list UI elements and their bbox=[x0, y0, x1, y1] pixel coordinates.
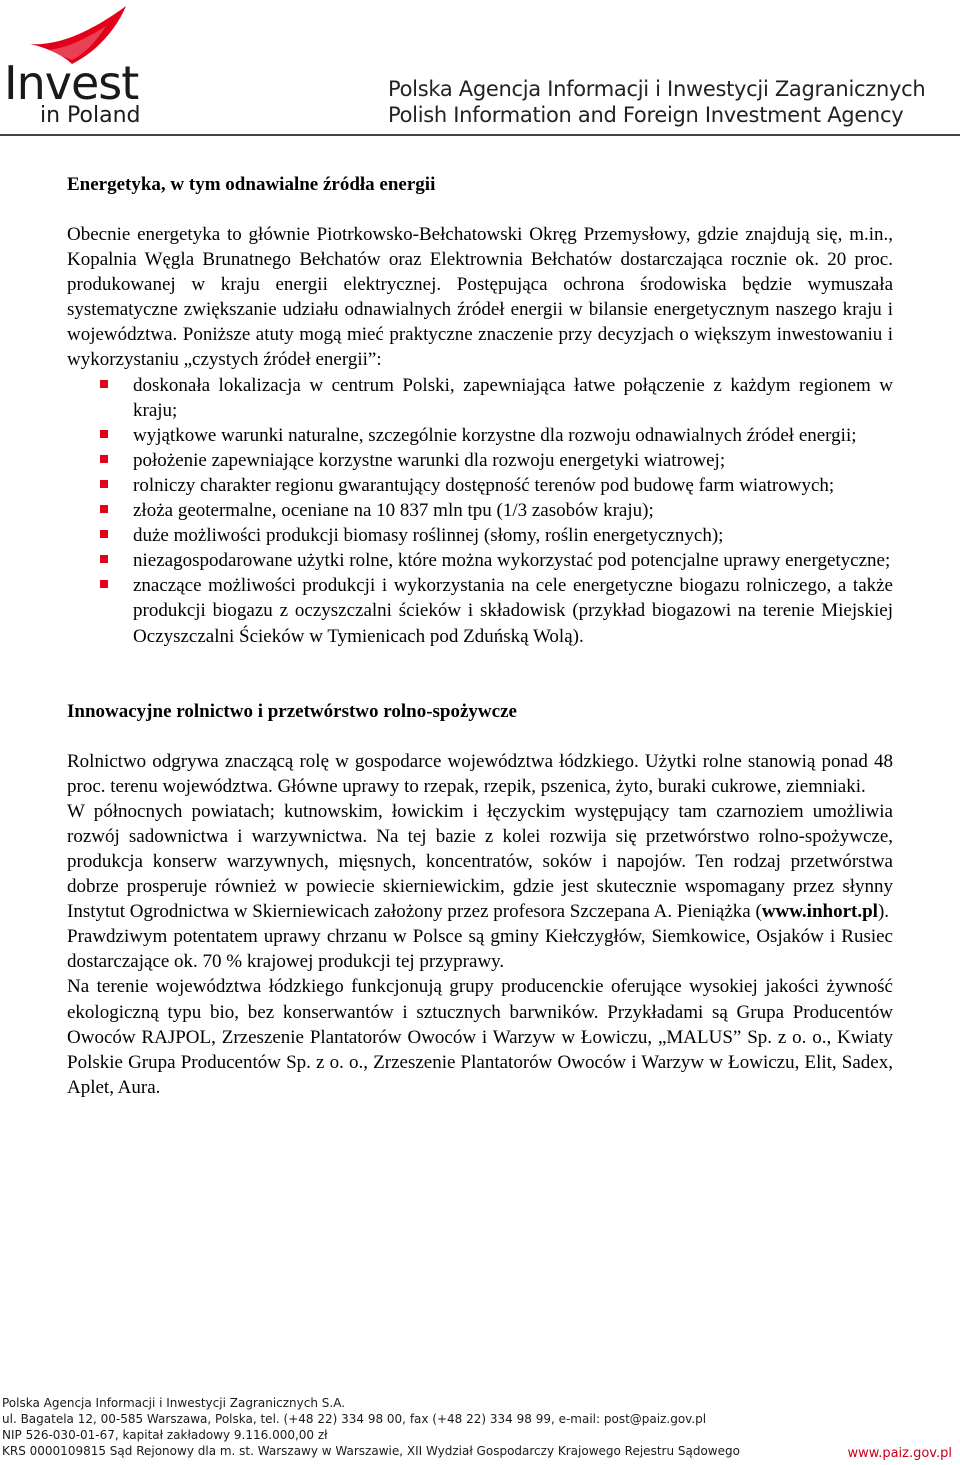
square-bullet-icon bbox=[100, 530, 108, 538]
header-divider bbox=[0, 134, 960, 136]
list-item: duże możliwości produkcji biomasy roślinnej (słomy, roślin energetycznych); bbox=[67, 523, 893, 548]
list-item: rolniczy charakter regionu gwarantujący dostępność terenów pod budowę farm wiatrowych; bbox=[67, 473, 893, 498]
square-bullet-icon bbox=[100, 505, 108, 513]
footer-tax-info: NIP 526-030-01-67, kapitał zakładowy 9.116.000,00 zł bbox=[2, 1428, 328, 1442]
page-header bbox=[0, 0, 960, 140]
list-item: wyjątkowe warunki naturalne, szczególnie korzystne dla rozwoju odnawialnych źródeł energii; bbox=[67, 423, 893, 448]
agency-name-pl: Polska Agencja Informacji i Inwestycji Zagranicznych bbox=[388, 77, 926, 101]
agency-name bbox=[388, 76, 925, 128]
logo-text-main: Invest bbox=[4, 56, 139, 110]
inhort-link[interactable]: www.inhort.pl bbox=[761, 901, 878, 923]
page-footer bbox=[0, 1395, 960, 1459]
list-item: niezagospodarowane użytki rolne, które można wykorzystać pod potencjalne uprawy energetyczne; bbox=[67, 548, 893, 573]
footer-website-link[interactable]: www.paiz.gov.pl bbox=[847, 1446, 952, 1461]
footer-company-name: Polska Agencja Informacji i Inwestycji Zagranicznych S.A. bbox=[2, 1396, 346, 1410]
square-bullet-icon bbox=[100, 380, 108, 388]
square-bullet-icon bbox=[100, 555, 108, 563]
energy-intro-paragraph: Obecnie energetyka to głównie Piotrkowsko-Bełchatowski Okręg Przemysłowy, gdzie znajdują się, m.in., Kopalnia Węgla Brunatnego Bełchatów oraz Elektrownia Bełchatów dostarczająca rocznie ok. 20 proc. produkowanej w kraju energii elektrycznej. Postępująca ochrona środowiska będzie wymuszała systematyczne zwiększanie udziału odnawialnych źródeł energii w bilansie energetycznym naszego kraju i województwa. Poniższe atuty mogą mieć praktyczne znaczenie przy decyzjach o większym inwestowaniu i wykorzystaniu „czystych źródeł energii”: bbox=[67, 224, 893, 371]
square-bullet-icon bbox=[100, 580, 108, 588]
list-item: znaczące możliwości produkcji i wykorzystania na cele energetyczne biogazu rolniczego, a także produkcji biogazu z oczyszczalni ścieków i składowisk (przykład biogazowi na terenie Miejskiej Oczyszczalni Ścieków w Tymienicach pod Zduńską Wolą). bbox=[67, 573, 893, 648]
list-item: położenie zapewniające korzystne warunki dla rozwoju energetyki wiatrowej; bbox=[67, 448, 893, 473]
list-item: złoża geotermalne, oceniane na 10 837 mln tpu (1/3 zasobów kraju); bbox=[67, 498, 893, 523]
section-title-energy: Energetyka, w tym odnawialne źródła energii bbox=[67, 174, 436, 195]
agriculture-paragraph-4: Na terenie województwa łódzkiego funkcjonują grupy producenckie oferujące wysokiej jakości żywność ekologiczną typu bio, bez konserwantów i sztucznych barwników. Przykładami są Grupa Producentów Owoców RAJPOL, Zrzeszenie Plantatorów Owoców i Warzyw w Łowiczu, „MALUS” Sp. z o. o., Kwiaty Polskie Grupa Producentów Sp. z o. o., Zrzeszenie Plantatorów Owoców i Warzyw w Łowiczu, Elit, Sadex, Aplet, Aura. bbox=[67, 976, 893, 1098]
agriculture-paragraph-2: W północnych powiatach; kutnowskim, łowickim i łęczyckim występujący tam czarnoziem umożliwia rozwój sadownictwa i warzywnictwa. Na tej bazie z kolei rozwija się przetwórstwo rolno-spożywcze, produkcja konserw warzywnych, mięsnych, koncentratów, soków i napojów. Ten rodzaj przetwórstwa dobrze prosperuje również w powiecie skierniewickim, gdzie jest skutecznie wspomagany przez słynny Instytut Ogrodnictwa w Skierniewicach założony przez profesora Szczepana A. Pieniążka (www.inhort.pl). bbox=[67, 800, 893, 923]
agency-name-en: Polish Information and Foreign Investment Agency bbox=[388, 103, 904, 127]
document-body bbox=[67, 172, 893, 1100]
agriculture-paragraph-1: Rolnictwo odgrywa znaczącą rolę w gospodarce województwa łódzkiego. Użytki rolne stanowią ponad 48 proc. terenu województwa. Główne uprawy to rzepak, rzepik, pszenica, żyto, buraki cukrowe, ziemniaki. bbox=[67, 750, 893, 797]
agriculture-paragraph-3: Prawdziwym potentatem uprawy chrzanu w Polsce są gminy Kiełczygłów, Siemkowice, Osjaków i Rusiec dostarczające ok. 70 % krajowej produkcji tej przyprawy. bbox=[67, 926, 893, 973]
logo-text-sub: in Poland bbox=[40, 103, 141, 128]
square-bullet-icon bbox=[100, 430, 108, 438]
footer-registry: KRS 0000109815 Sąd Rejonowy dla m. st. Warszawy w Warszawie, XII Wydział Gospodarczy Krajowego Rejestru Sądowego bbox=[2, 1444, 740, 1458]
agriculture-section bbox=[67, 699, 893, 1100]
footer-address: ul. Bagatela 12, 00-585 Warszawa, Polska, tel. (+48 22) 334 98 00, fax (+48 22) 334 98 99, e-mail: post@paiz.gov.pl bbox=[2, 1412, 707, 1426]
list-item: doskonała lokalizacja w centrum Polski, zapewniająca łatwe połączenie z każdym regionem w kraju; bbox=[67, 373, 893, 423]
square-bullet-icon bbox=[100, 455, 108, 463]
square-bullet-icon bbox=[100, 480, 108, 488]
energy-advantages-list bbox=[67, 373, 893, 649]
section-title-agriculture: Innowacyjne rolnictwo i przetwórstwo rolno-spożywcze bbox=[67, 700, 517, 722]
invest-in-poland-logo bbox=[4, 4, 154, 128]
